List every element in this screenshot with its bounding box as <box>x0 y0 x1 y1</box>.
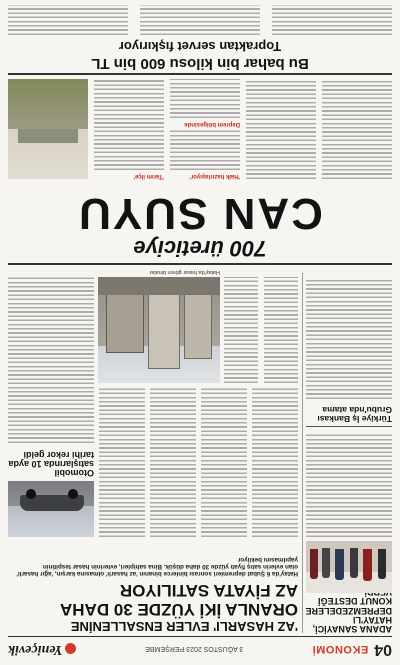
sidebar-mid-headline: Türkiye İş Bankası Grubu'nda atama <box>317 405 392 424</box>
lead-body-col4 <box>99 387 145 537</box>
page-number: 04 <box>374 641 392 658</box>
section-divider <box>8 264 392 266</box>
lead-headline-line1: ORANLA İKİ YÜZDE 30 DAHA <box>59 600 298 619</box>
section-title: EKONOMİ <box>312 643 369 655</box>
feature-col2 <box>246 79 316 179</box>
lead-body-col5 <box>264 277 298 383</box>
sidebar-mid <box>306 277 392 427</box>
feature-col4 <box>94 79 164 179</box>
feature-body <box>8 79 392 179</box>
feature-headline-1: 700 üreticiye <box>133 236 267 261</box>
sidebar-top-headline: ADANA SANAYİCİ, HATAY'LI DEPREMZEDELERE KONUT DESTEĞİ <box>305 596 392 634</box>
feature-col3-text-b <box>170 79 240 118</box>
feature-subhead-3: 'Tarım ilçe' <box>133 173 164 179</box>
feature-subhead-2: Deprem bölgesinde <box>184 121 240 127</box>
logo-icon <box>65 644 76 655</box>
car-photo <box>8 481 94 537</box>
sidebar-mid-body <box>306 277 392 399</box>
damaged-buildings-photo <box>98 277 220 383</box>
lead-story-body <box>98 387 298 537</box>
feature-col1 <box>322 79 392 179</box>
ceremony-photo <box>306 541 392 593</box>
field-photo <box>8 79 88 179</box>
lead-deck: Hatay'da 6 Şubat depremleri sonrası binlerce binanın 'az hasarlı' olmasına karşın, 'ağır hasarlı' olan evlerin satış fiyatı yüzde 30 daha düşük. Bina sahipleri, evlerinin hasar tespitinin yapılmasını bekliyor <box>16 555 298 577</box>
sidebar-right-headline: Otomobil satışlarında 10 ayda tarihi rekor geldi <box>8 449 94 478</box>
lead-body-col3 <box>150 387 196 537</box>
lead-kicker: 'AZ HASARLI' EVLER ENSALLENİNE <box>70 619 298 634</box>
brand-name: Yeniçevik <box>8 642 63 657</box>
section-rule <box>306 426 392 427</box>
lead-body-col2 <box>201 387 247 537</box>
lead-story-continued <box>224 277 298 383</box>
masthead <box>8 636 392 661</box>
bottom-col1 <box>272 5 392 35</box>
sidebar-top-body <box>306 433 392 537</box>
section-divider-2 <box>8 74 392 76</box>
bottom-subhead: Topraktan servet fışkırıyor <box>118 39 282 54</box>
feature-subhead-1: 'Halk hazırlaşıyor' <box>189 173 240 179</box>
feature-col3 <box>170 79 240 179</box>
lead-headline-line2: AZ FİYATA SATILIYOR <box>119 581 298 600</box>
column-divider <box>302 273 303 633</box>
sidebar-right-body <box>8 277 94 443</box>
bottom-col3 <box>8 5 128 35</box>
lead-story-header <box>8 541 298 633</box>
bottom-headline: Bu bahar bin kilosu 600 bin TL <box>91 55 309 72</box>
newspaper-logo <box>8 641 76 657</box>
lead-body-col1 <box>252 387 298 537</box>
feature-col3-text-a <box>170 130 240 170</box>
feature-headline-2: CAN SUYU <box>77 189 323 238</box>
sidebar-top <box>306 433 392 633</box>
lead-body-col6 <box>224 277 258 383</box>
feature-col4-text <box>94 79 164 170</box>
feature-header <box>8 181 392 261</box>
bottom-col2 <box>140 5 260 35</box>
buildings-caption: Hatay'da hasar gören binalar <box>149 269 220 275</box>
sidebar-right <box>8 277 94 537</box>
issue-date: 3 AĞUSTOS 2023 PERŞEMBE <box>145 645 244 653</box>
bottom-story <box>8 5 392 71</box>
